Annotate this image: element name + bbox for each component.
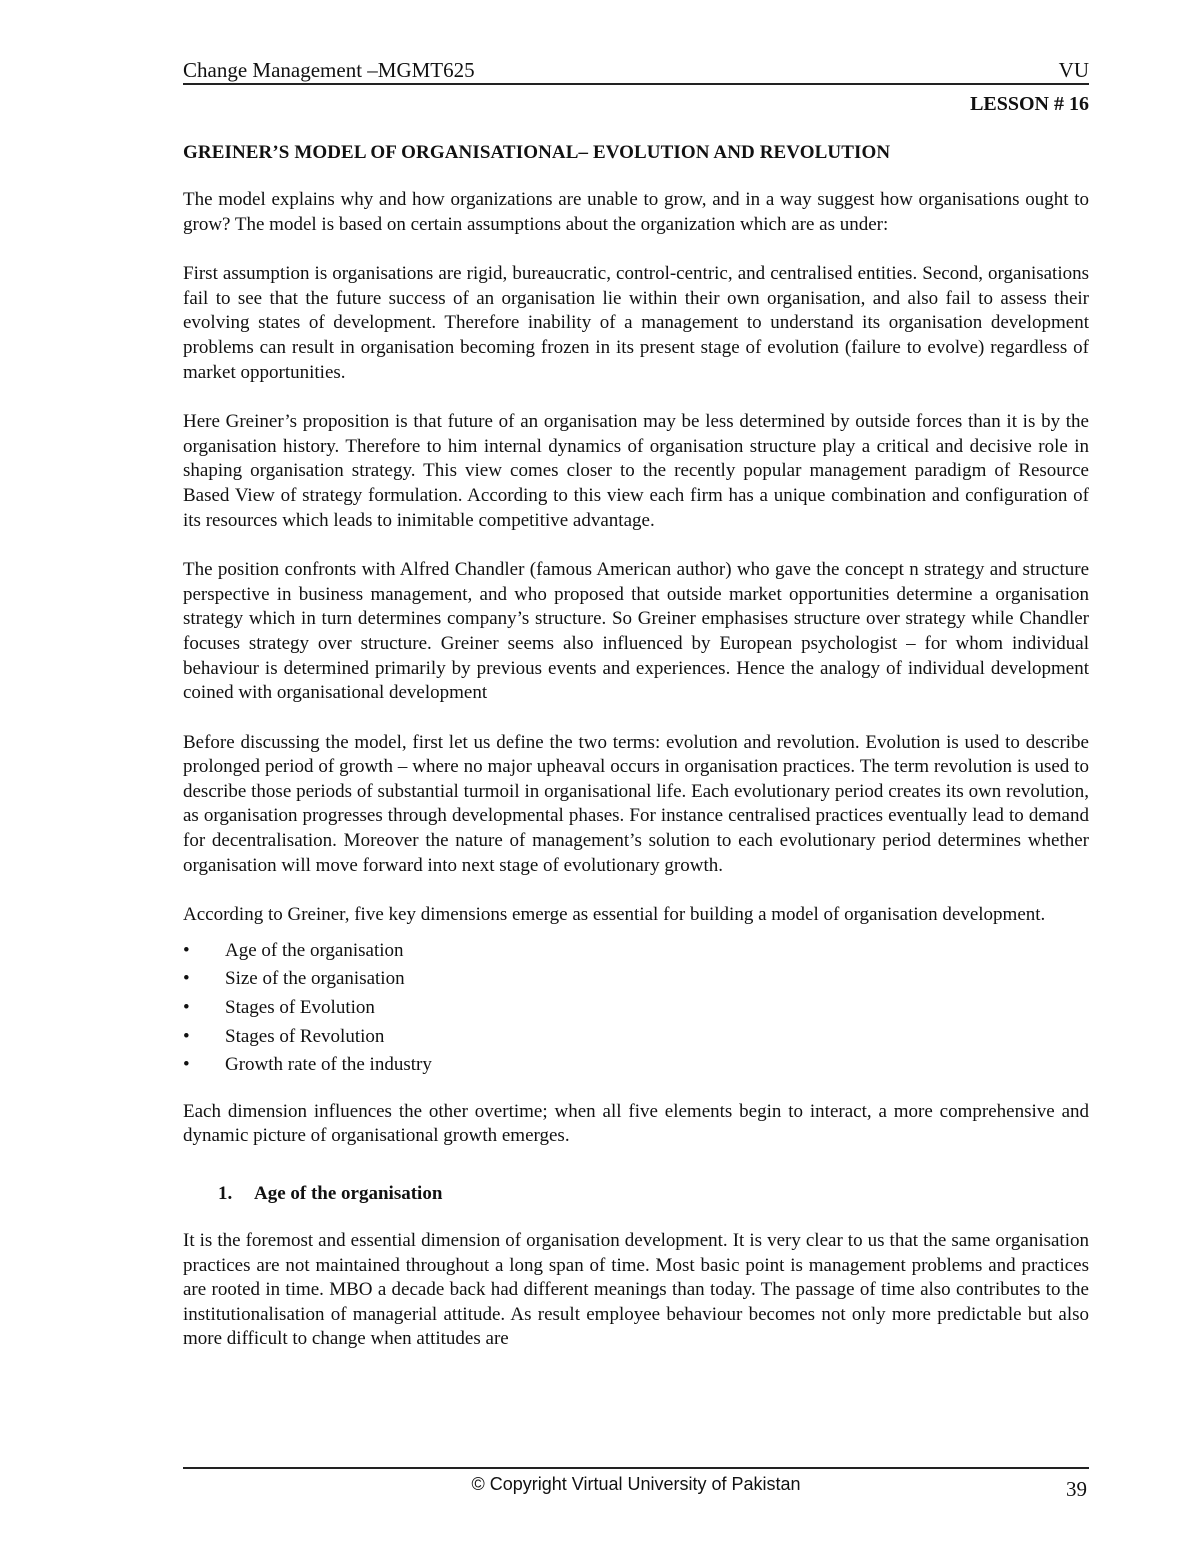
list-item-text: Age of the organisation — [225, 939, 404, 961]
list-item — [183, 937, 1089, 966]
list-item-text: Size of the organisation — [225, 968, 405, 990]
paragraph: The position confronts with Alfred Chandler (famous American author) who gave the concept n strategy and structure perspective in business management, and who proposed that outside market opportunities determine a organisation strategy which in turn determines company’s structure. So Greiner emphasises structure over strategy while Chandler focuses strategy over structure. Greiner seems also influenced by European psychologist – for whom individual behaviour is determined primarily by previous events and experiences. Hence the analogy of individual development coined with organisational development — [183, 559, 1089, 704]
list-item — [183, 1023, 1089, 1052]
list-item-text: Stages of Revolution — [225, 1025, 385, 1047]
paragraph: According to Greiner, five key dimensions emerge as essential for building a model of organisation development. — [183, 904, 1046, 926]
list-item-text: Growth rate of the industry — [225, 1054, 432, 1076]
page-header — [183, 58, 1089, 85]
copyright-notice: © Copyright Virtual University of Pakistan — [471, 1474, 801, 1494]
dimension-list — [183, 937, 1089, 1080]
paragraph: It is the foremost and essential dimension of organisation development. It is very clear to us that the same organisation practices are not maintained throughout a long span of time. Most basic point is management problems and practices are rooted in time. MBO a decade back had different meanings than today. The passage of time also contributes to the institutionalisation of managerial attitude. As result employee behaviour becomes not only more predictable but also more difficult to change when attitudes are — [183, 1230, 1089, 1350]
paragraph: Each dimension influences the other overtime; when all five elements begin to interact, a more comprehensive and dynamic picture of organisational growth emerges. — [183, 1100, 1089, 1147]
document-title: GREINER’S MODEL OF ORGANISATIONAL– EVOLUTION AND REVOLUTION — [183, 142, 891, 163]
bullet-icon: • — [183, 1025, 190, 1047]
section-heading — [218, 1183, 1089, 1205]
list-item — [183, 1051, 1089, 1080]
course-title: Change Management –MGMT625 — [183, 58, 475, 82]
bullet-icon: • — [183, 1054, 190, 1076]
lesson-number: LESSON # 16 — [970, 93, 1089, 115]
list-item — [183, 965, 1089, 994]
paragraph: The model explains why and how organizations are unable to grow, and in a way suggest how organisations ought to grow? The model is based on certain assumptions about the organization which are as under: — [183, 189, 1089, 235]
paragraph: Before discussing the model, first let us define the two terms: evolution and revolution. Evolution is used to describe prolonged period of growth – where no major upheaval occurs in organisation practices. The term revolution is used to describe those periods of substantial turmoil in organisational life. Each evolutionary period creates its own revolution, as organisation progresses through developmental phases. For instance centralised practices eventually lead to demand for decentralisation. Moreover the nature of management’s solution to each evolutionary period determines whether organisation will move forward into next stage of evolutionary growth. — [183, 731, 1089, 876]
bullet-icon: • — [183, 997, 190, 1019]
section-title: Age of the organisation — [254, 1183, 443, 1204]
bullet-icon: • — [183, 968, 190, 990]
paragraph: Here Greiner’s proposition is that future of an organisation may be less determined by outside forces than it is by the organisation history. Therefore to him internal dynamics of organisation structure play a critical and decisive role in shaping organisation strategy. This view comes closer to the recently popular management paradigm of Resource Based View of strategy formulation. According to this view each firm has a unique combination and configuration of its resources which leads to inimitable competitive advantage. — [183, 411, 1089, 531]
page-content — [183, 58, 1089, 1352]
paragraph: First assumption is organisations are rigid, bureaucratic, control-centric, and centralised entities. Second, organisations fail to see that the future success of an organisation lie within their own organisation, and also fail to assess their evolving states of development. Therefore inability of a management to understand its organisation development problems can result in organisation becoming frozen in its present stage of evolution (failure to evolve) regardless of market opportunities. — [183, 263, 1089, 383]
bullet-icon: • — [183, 939, 190, 961]
list-item-text: Stages of Evolution — [225, 997, 375, 1019]
list-item — [183, 994, 1089, 1023]
page-footer — [183, 1467, 1089, 1501]
section-number: 1. — [218, 1183, 233, 1204]
page-number: 39 — [1066, 1477, 1087, 1501]
institution-abbr: VU — [1058, 58, 1089, 82]
